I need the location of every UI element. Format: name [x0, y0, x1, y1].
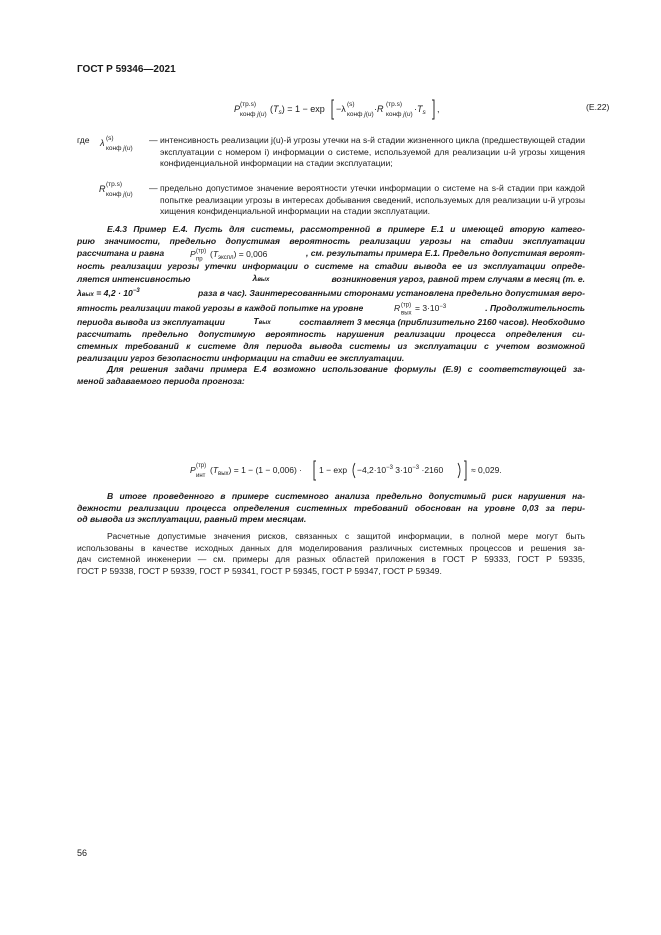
svg-text:= 3·10−3: = $3\cdot 10^{-3}$ — [415, 303, 447, 314]
svg-text:λ: λ — [100, 138, 105, 148]
p-tr-formula — [189, 247, 281, 262]
svg-text:P: P — [234, 104, 241, 114]
svg-text:P: P — [190, 248, 196, 259]
svg-text:·R: ·R — [374, 104, 384, 114]
lambda-out-value: $\lambda вых = 4,2 \cdot 10^{-3}$ — [77, 288, 140, 299]
example-line: ляется интенсивностью — [77, 273, 191, 284]
svg-text:(Tэкспл) = 0,006: $(T_{экспл}) = 0,006$ — [210, 248, 268, 261]
svg-text:(тр.s): (тр.s) — [106, 181, 122, 188]
example-line: ность реализации угрозы утечки информации о системе на стадии вывода ее из эксплуатации опреде- — [77, 261, 585, 272]
equation-number: (Е.22) — [586, 102, 610, 112]
example-line: составляет 3 месяца (приблизительно 2160 часов). Необходимо — [299, 316, 585, 327]
definition-dash: — — [149, 135, 158, 145]
result-line: од вывода из эксплуатации, равный трем месяцам. — [77, 514, 307, 525]
definition-dash: — — [149, 183, 158, 193]
svg-text:конф j(u): конф j(u) — [106, 145, 133, 152]
example-line: Е.4.3 Пример Е.4. Пусть для системы, рассмотренной в примере Е.1 и имеющей вторую катего- — [107, 224, 585, 234]
example-paragraph — [77, 224, 585, 387]
svg-text:1 − exp: 1 − exp — [319, 465, 348, 475]
svg-text:(Ts) = 1 − exp: $(T_s) = 1 - \exp$ — [270, 104, 325, 116]
svg-text:конф j(u): конф j(u) — [347, 111, 374, 118]
example-line: раза в час). Заинтересованными сторонами установлена предельно допустимая веро- — [198, 288, 585, 299]
r-out-formula — [393, 301, 455, 316]
svg-text:(s): (s) — [106, 135, 114, 142]
closing-line: ГОСТ Р 59338, ГОСТ Р 59339, ГОСТ Р 59341, ГОСТ Р 59345, ГОСТ Р 59347, ГОСТ Р 59349. — [77, 565, 442, 576]
t-out-symbol: Tвых — [253, 315, 271, 326]
example-line: реализации угроз безопасности информации на стадии ее эксплуатации. — [77, 352, 405, 363]
example-line: рассчитана и равна — [77, 248, 165, 259]
result-paragraph — [77, 491, 585, 526]
result-line: В итоге проведенного в примере системного анализа предельно допустимый риск нарушения на- — [107, 491, 585, 501]
example-line: возникновения угроз, равной трем случаям в месяц (т. е. — [331, 273, 585, 284]
where-label: где — [77, 135, 90, 145]
example-line: . Продолжительность — [485, 303, 585, 314]
page-number: 56 — [77, 848, 88, 858]
r-symbol — [99, 178, 147, 204]
svg-text:−4,2·10−3 3·10−3 ·2160: $-4,2\cdot 10^{-3}$ $3\cdot 10^{-3} \cdot 2160$ — [357, 465, 444, 475]
svg-text:конф j(u): конф j(u) — [240, 111, 267, 118]
example-line: стемных требований к системе для периода вывода системы из эксплуатации с учетом возможной — [77, 341, 585, 352]
svg-text:конф j(u): конф j(u) — [386, 111, 413, 118]
closing-line: Расчетные допустимые значения рисков, связанных с защитой информации, в полной мере могут быть — [107, 531, 585, 541]
svg-text:≈ 0,029.: ≈ 0,029. — [471, 465, 502, 475]
svg-text:инт: инт — [196, 473, 206, 479]
svg-text:,: , — [437, 104, 440, 114]
lambda-out-symbol: λвых — [252, 272, 270, 283]
solution-line: Для решения задачи примера Е.4 возможно использование формулы (Е.9) с соответствующей за- — [107, 364, 585, 375]
example-line: , см. результаты примера Е.1. Предельно допустимая вероят- — [305, 248, 585, 259]
lambda-definition: интенсивность реализации j(u)-й угрозы утечки на s-й стадии жизненного цикла (предшествующей стадии эксплуатации с номером i) информации о системе, используемой для реализации u-й угрозы хищения конфиденциальной информации на стадии эксплуатации; — [160, 135, 585, 169]
svg-text:пр: пр — [196, 256, 203, 262]
svg-text:R: R — [99, 184, 106, 194]
svg-text:−λ: −λ — [336, 104, 346, 114]
example-line: ятность реализации такой угрозы в каждой попытке на уровне — [77, 303, 364, 314]
r-definition: предельно допустимое значение вероятности утечки информации о системе на s-й стадии при каждой попытке реализации угрозы в интересах добывания сведений, используемых для реализации u-й угрозы хищения конфиденциальной информации на стадии эксплуатации. — [160, 183, 585, 217]
example-line: периода вывода из эксплуатации — [77, 316, 225, 327]
svg-text:(тр): (тр) — [401, 302, 412, 309]
svg-text:·Ts: $\cdot T_s$ — [414, 104, 426, 116]
equation-e22 — [230, 96, 470, 122]
example-line: рию значимости, предельно допустимая вероятность реализации угрозы на стадии эксплуатации — [77, 235, 585, 246]
closing-line: дач системной инженерии — см. примеры для разных областей приложения в ГОСТ Р 59333, ГОСТ Р 59335, — [77, 554, 585, 565]
solution-line: меной задаваемого периода прогноза: — [77, 375, 245, 386]
equation-p-int — [190, 457, 520, 483]
svg-text:конф j(u): конф j(u) — [106, 191, 133, 198]
lambda-symbol — [99, 131, 147, 157]
svg-text:(тр): (тр) — [196, 463, 207, 469]
example-line: рассчитать предельно допустимую вероятность нарушения реализации процесса определения си- — [77, 329, 585, 340]
svg-text:R: R — [394, 303, 401, 314]
svg-text:P: P — [190, 465, 196, 475]
closing-line: использованы в качестве исходных данных для моделирования различных системных процессов и решения за- — [77, 542, 585, 553]
closing-paragraph — [77, 531, 585, 577]
svg-text:(Tвых) = 1 − (1 − 0,006) ·: $(T_{вых}) = 1 - (1 - 0,006)$ · — [210, 465, 303, 477]
document-header: ГОСТ Р 59346—2021 — [77, 64, 176, 75]
svg-text:(тр): (тр) — [196, 248, 207, 255]
svg-text:(тр.s): (тр.s) — [240, 101, 256, 108]
svg-text:(тр.s): (тр.s) — [386, 101, 402, 108]
svg-text:вых: вых — [401, 310, 412, 317]
result-line: дежности реализации процесса определения системных требований обоснован на уровне 0,03 за пери- — [77, 502, 585, 513]
svg-text:(s): (s) — [347, 101, 355, 108]
